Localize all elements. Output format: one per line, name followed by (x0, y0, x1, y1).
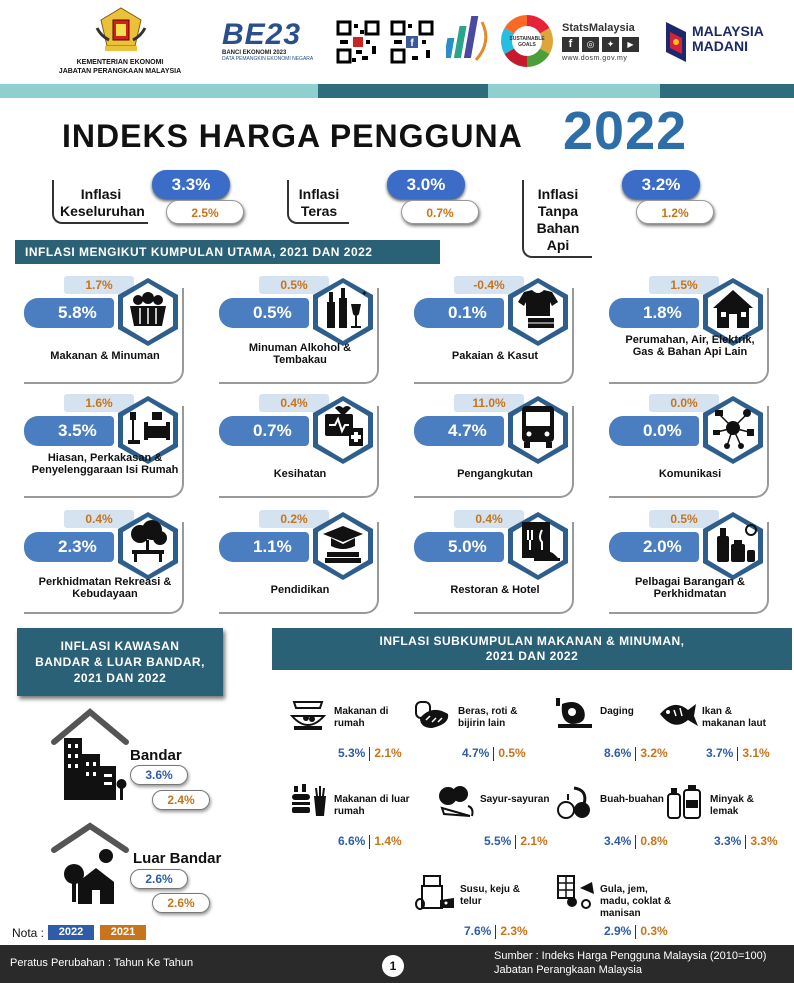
subgroup-2022-value: 3.4% (604, 834, 632, 848)
subgroup-item (664, 778, 784, 850)
subgroup-item (656, 690, 776, 762)
group-card (414, 394, 574, 498)
headline-label (522, 180, 592, 258)
subgroup-2022-value: 3.7% (706, 746, 734, 760)
header-band-accent (318, 84, 488, 98)
group-card (609, 276, 769, 384)
madani-logo-icon (662, 18, 690, 66)
subgroup-2021-value: 2.1% (374, 746, 402, 760)
group-2021-value: 1.7% (64, 276, 134, 294)
value-separator (635, 747, 636, 761)
footer-source: Sumber : Indeks Harga Pengguna Malaysia (2010=100) (494, 950, 767, 962)
header (0, 0, 794, 84)
value-separator (369, 835, 370, 849)
madani-line1: MALAYSIA (692, 23, 764, 39)
page-title: INDEKS HARGA PENGGUNA (62, 118, 523, 154)
headline-label-line: Inflasi (298, 186, 340, 202)
stats-malaysia-block (562, 22, 654, 70)
subgroup-name: Buah-buahan (600, 794, 664, 805)
group-name: Pengangkutan (457, 468, 533, 480)
group-2022-value: 0.0% (609, 416, 699, 446)
subgroup-values (464, 924, 528, 939)
group-name: Hiasan, Perkakasan & Penyelenggaraan Isi Rumah (31, 452, 179, 476)
dairy-icon (414, 872, 458, 912)
group-card (219, 394, 379, 498)
subgroup-2021-value: 0.5% (498, 746, 526, 760)
fastfood-icon (288, 782, 332, 822)
meal-icon (288, 694, 332, 734)
bottles-icon (311, 276, 375, 348)
group-card (219, 276, 379, 384)
subgroup-name: Makanan di luar rumah (334, 794, 410, 817)
subgroup-item (554, 868, 674, 940)
group-2021-value: 0.0% (649, 394, 719, 412)
group-2021-value: 0.4% (64, 510, 134, 528)
group-2021-value: 1.6% (64, 394, 134, 412)
bread-icon (412, 694, 456, 734)
group-card (609, 510, 769, 614)
subgroup-2022-value: 4.7% (462, 746, 490, 760)
subgroup-2021-value: 3.3% (750, 834, 778, 848)
headline-label-line: Bahan Api (536, 220, 580, 253)
coat-of-arms-icon (95, 6, 147, 54)
value-separator (745, 835, 746, 849)
headline-2021-value: 0.7% (401, 200, 479, 224)
headline-label-line: Inflasi (537, 186, 579, 202)
subgroup-2022-value: 7.6% (464, 924, 492, 938)
group-name: Perumahan, Air, Elektrik, Gas & Bahan Api Lain (625, 334, 755, 358)
instagram-icon[interactable]: ◎ (582, 37, 599, 52)
title-year: 2022 (563, 101, 688, 161)
area-bandar-2021: 2.4% (152, 790, 210, 810)
group-2022-value: 5.8% (24, 298, 114, 328)
headline-2022-value: 3.2% (622, 170, 700, 199)
subgroup-values (604, 834, 668, 849)
group-name: Pakaian & Kasut (451, 350, 539, 362)
section-area-line: BANDAR & LUAR BANDAR, (35, 655, 205, 669)
meat-icon (554, 694, 598, 734)
department-line: JABATAN PERANGKAAN MALAYSIA (58, 68, 182, 75)
value-separator (635, 835, 636, 849)
clothing-icon (506, 276, 570, 348)
subgroup-name: Makanan di rumah (334, 706, 389, 729)
legend-2021: 2021 (100, 925, 146, 940)
twitter-icon[interactable]: ✦ (602, 37, 619, 52)
value-separator (737, 747, 738, 761)
subgroup-2021-value: 2.3% (500, 924, 528, 938)
communication-icon (701, 394, 765, 466)
value-separator (369, 747, 370, 761)
headline-label-line: Tanpa (537, 203, 579, 219)
group-name: Komunikasi (658, 468, 722, 480)
group-card (414, 510, 574, 614)
svg-text:f: f (410, 38, 414, 49)
subgroup-values (338, 834, 402, 849)
group-name: Minuman Alkohol & Tembakau (248, 342, 352, 366)
group-card (609, 394, 769, 498)
group-2022-value: 2.0% (609, 532, 699, 562)
personal-care-icon (701, 510, 765, 582)
group-name: Pelbagai Barangan & Perkhidmatan (634, 576, 746, 600)
oil-icon (664, 782, 708, 822)
section-main-groups: INFLASI MENGIKUT KUMPULAN UTAMA, 2021 DAN 2022 (15, 240, 440, 264)
subgroup-2022-value: 8.6% (604, 746, 632, 760)
headline-2021-value: 1.2% (636, 200, 714, 224)
fruit-icon (554, 782, 598, 822)
header-band-accent (660, 84, 794, 98)
census-logo-title: BANCI EKONOMI 2023 (222, 50, 287, 56)
subgroup-name: Ikan & makanan laut (702, 706, 766, 729)
footer (0, 945, 794, 983)
group-card (24, 394, 184, 498)
headline-label-line: Teras (300, 203, 338, 219)
group-2022-value: 2.3% (24, 532, 114, 562)
area-name-luar-bandar: Luar Bandar (133, 850, 222, 867)
value-separator (635, 925, 636, 939)
legend-2022: 2022 (48, 925, 94, 940)
food-basket-icon (116, 276, 180, 348)
statistics-logo-icon (446, 12, 494, 64)
group-card (414, 276, 574, 384)
group-2021-value: 0.4% (454, 510, 524, 528)
page-number: 1 (382, 955, 404, 977)
madani-line2: MADANI (692, 38, 748, 54)
ministry-line: KEMENTERIAN EKONOMI (76, 59, 164, 66)
youtube-icon[interactable]: ▶ (622, 37, 639, 52)
stats-url[interactable]: www.dosm.gov.my (562, 55, 628, 62)
value-separator (515, 835, 516, 849)
group-2022-value: 1.8% (609, 298, 699, 328)
sweets-icon (554, 872, 598, 912)
social-icons (562, 37, 654, 52)
svg-text:SUSTAINABLE: SUSTAINABLE (509, 36, 545, 42)
subgroup-name: Minyak & lemak (710, 794, 754, 817)
group-2021-value: 0.4% (259, 394, 329, 412)
headline-label-line: Inflasi (80, 186, 122, 202)
subgroup-2022-value: 5.3% (338, 746, 366, 760)
headline-2021-value: 2.5% (166, 200, 244, 224)
subgroup-values (714, 834, 778, 849)
subgroup-2021-value: 3.2% (640, 746, 668, 760)
subgroup-2021-value: 0.8% (640, 834, 668, 848)
sdg-wheel-icon (500, 14, 554, 68)
group-name: Pendidikan (270, 584, 330, 596)
subgroup-2021-value: 0.3% (640, 924, 668, 938)
subgroup-item (412, 690, 532, 762)
subgroup-2022-value: 5.5% (484, 834, 512, 848)
subgroup-item (554, 778, 674, 850)
headline-2022-value: 3.0% (387, 170, 465, 199)
group-card (219, 510, 379, 614)
city-buildings-icon (50, 706, 130, 806)
bus-icon (506, 394, 570, 466)
fish-icon (656, 694, 700, 734)
area-bandar-2022: 3.6% (130, 765, 188, 785)
group-2021-value: 1.5% (649, 276, 719, 294)
group-name: Makanan & Minuman (50, 350, 160, 362)
facebook-qr-icon[interactable] (390, 20, 434, 64)
subgroup-item (288, 778, 408, 850)
stats-malaysia-brand: StatsMalaysia (562, 22, 635, 34)
health-icon (311, 394, 375, 466)
group-card (24, 276, 184, 384)
ministry-name (40, 58, 200, 76)
graduation-icon (311, 510, 375, 582)
area-luar-bandar-2021: 2.6% (152, 893, 210, 913)
svg-text:GOALS: GOALS (518, 42, 536, 48)
census-logo-sub: DATA PEMANGKIN EKONOMI NEGARA (222, 56, 314, 62)
headline-2022-value: 3.3% (152, 170, 230, 199)
group-2022-value: 5.0% (414, 532, 504, 562)
qr-code-icon[interactable] (336, 20, 380, 64)
subgroup-2022-value: 6.6% (338, 834, 366, 848)
group-2022-value: 0.1% (414, 298, 504, 328)
census-logo (222, 20, 328, 66)
section-sub-line: INFLASI SUBKUMPULAN MAKANAN & MINUMAN, (379, 634, 685, 648)
facebook-icon[interactable]: f (562, 37, 579, 52)
note-label: Nota : (12, 926, 45, 940)
value-separator (493, 747, 494, 761)
subgroup-values (338, 746, 402, 761)
group-2022-value: 1.1% (219, 532, 309, 562)
group-name: Kesihatan (273, 468, 327, 480)
subgroup-item (434, 778, 554, 850)
subgroup-item (288, 690, 408, 762)
area-name-bandar: Bandar (130, 747, 182, 764)
park-icon (116, 510, 180, 582)
group-2022-value: 0.5% (219, 298, 309, 328)
subgroup-values (706, 746, 770, 761)
subgroup-2022-value: 2.9% (604, 924, 632, 938)
svg-text:✦: ✦ (361, 289, 368, 298)
subgroup-2021-value: 1.4% (374, 834, 402, 848)
section-area (17, 628, 223, 696)
group-2021-value: -0.4% (454, 276, 524, 294)
census-logo-mark: BE23 (222, 18, 302, 51)
area-luar-bandar-2022: 2.6% (130, 869, 188, 889)
section-sub-line: 2021 DAN 2022 (485, 649, 579, 663)
group-card (24, 510, 184, 614)
section-subgroups (272, 628, 792, 670)
headline-label (52, 180, 148, 224)
headline-label-line: Keseluruhan (60, 203, 145, 219)
subgroup-name: Gula, jem, madu, coklat & manisan (600, 884, 672, 919)
group-2022-value: 3.5% (24, 416, 114, 446)
subgroup-values (462, 746, 526, 761)
subgroup-name: Susu, keju & telur (460, 884, 521, 907)
subgroup-2021-value: 3.1% (742, 746, 770, 760)
subgroup-values (604, 924, 668, 939)
subgroup-values (484, 834, 548, 849)
subgroup-2021-value: 2.1% (520, 834, 548, 848)
subgroup-2022-value: 3.3% (714, 834, 742, 848)
group-2022-value: 4.7% (414, 416, 504, 446)
section-area-line: 2021 DAN 2022 (73, 671, 167, 685)
group-2022-value: 0.7% (219, 416, 309, 446)
rural-house-icon (50, 820, 130, 910)
subgroup-name: Sayur-sayuran (480, 794, 550, 805)
group-2021-value: 0.5% (259, 276, 329, 294)
group-name: Perkhidmatan Rekreasi & Kebudayaan (38, 576, 172, 600)
headline-label (287, 180, 349, 224)
vegetable-icon (434, 782, 478, 822)
group-2021-value: 0.5% (649, 510, 719, 528)
restaurant-icon (506, 510, 570, 582)
madani-wordmark (692, 24, 764, 54)
subgroup-name: Beras, roti & bijirin lain (458, 706, 518, 729)
subgroup-item (414, 868, 534, 940)
footer-note: Peratus Perubahan : Tahun Ke Tahun (10, 957, 194, 969)
section-area-line: INFLASI KAWASAN (60, 639, 180, 653)
value-separator (495, 925, 496, 939)
footer-source-dept: Jabatan Perangkaan Malaysia (494, 964, 642, 976)
group-2021-value: 11.0% (454, 394, 524, 412)
group-2021-value: 0.2% (259, 510, 329, 528)
group-name: Restoran & Hotel (450, 584, 540, 596)
subgroup-name: Daging (600, 706, 634, 717)
